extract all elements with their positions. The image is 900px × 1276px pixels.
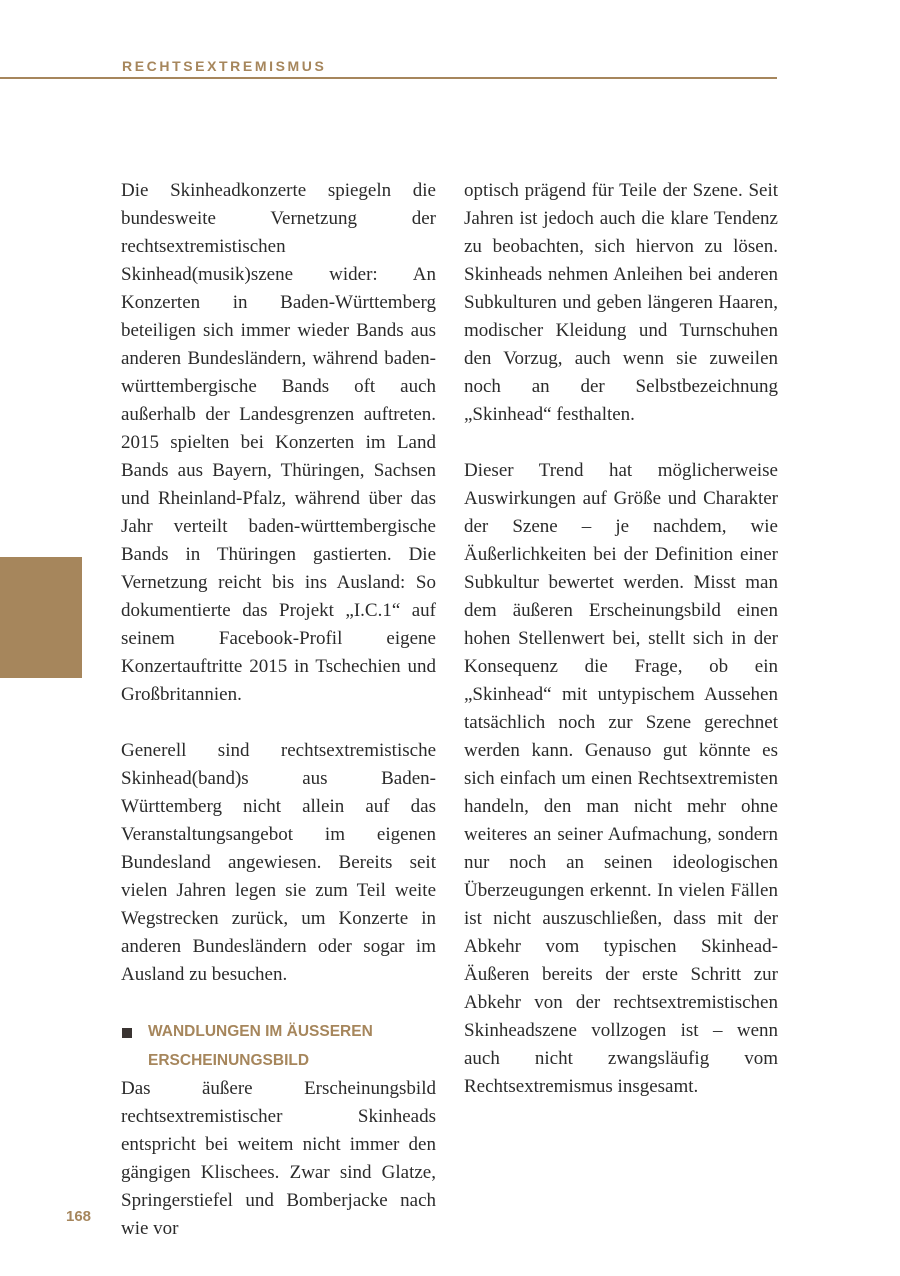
body-paragraph: Das äußere Erscheinungsbild rechtsextremistischer Skinheads entspricht bei weitem nicht immer den gängigen Klischees. Zwar sind Glatze, Springerstiefel und Bomberjacke nach wie vor <box>121 1078 436 1239</box>
body-paragraph: optisch prägend für Teile der Szene. Seit Jahren ist jedoch auch die klare Tendenz zu beobachten, sich hiervon zu lösen. Skinheads nehmen Anleihen bei anderen Subkulturen und geben längeren Haaren, modischer Kleidung und Turnschuhen den Vorzug, auch wenn sie zuweilen noch an der Selbstbezeichnung „Skinhead“ festhalten. <box>464 180 778 425</box>
body-paragraph: Die Skinheadkonzerte spiegeln die bundesweite Vernetzung der rechtsextremistischen Skinhead(musik)szene wider: An Konzerten in Baden-Württemberg beteiligen sich immer wieder Bands aus anderen Bundesländern, während baden-württembergische Bands oft auch außerhalb der Landesgrenzen auftreten. 2015 spielten bei Konzerten im Land Bands aus Bayern, Thüringen, Sachsen und Rheinland-Pfalz, während über das Jahr verteilt baden-württembergische Bands in Thüringen gastierten. Die Vernetzung reicht bis ins Ausland: So dokumentierte das Projekt „I.C.1“ auf seinem Facebook-Profil eigene Konzertauftritte 2015 in Tschechien und Großbritannien. <box>121 180 436 705</box>
body-paragraph: Dieser Trend hat möglicherweise Auswirkungen auf Größe und Charakter der Szene – je nachdem, wie Äußerlichkeiten bei der Definition einer Subkultur bewertet werden. Misst man dem äußeren Erscheinungsbild einen hohen Stellenwert bei, stellt sich in der Konsequenz die Frage, ob ein „Skinhead“ mit untypischem Aussehen tatsächlich noch zur Szene gerechnet werden kann. Genauso gut könnte es sich einfach um einen Rechtsextremisten handeln, den man nicht mehr ohne weiteres an seiner Aufmachung, sondern nur noch an seinen ideologischen Überzeugungen erkennt. In vielen Fällen ist nicht auszuschließen, dass mit der Abkehr vom typischen Skinhead-Äußeren bereits der erste Schritt zur Abkehr von der rechtsextremistischen Skinheadszene vollzogen ist – wenn auch nicht zwangsläufig vom Rechtsextremismus insgesamt. <box>464 460 778 1097</box>
square-bullet-icon <box>122 1028 132 1038</box>
chapter-side-tab <box>0 557 82 678</box>
page-number: 168 <box>66 1208 92 1225</box>
section-subheading <box>121 1017 436 1075</box>
body-paragraph: Generell sind rechtsextremistische Skinhead(band)s aus Baden-Württemberg nicht allein auf das Veranstaltungsangebot im eigenen Bundesland angewiesen. Bereits seit vielen Jahren legen sie zum Teil weite Wegstrecken zurück, um Konzerte in anderen Bundesländern oder sogar im Ausland zu besuchen. <box>121 740 436 985</box>
left-text-column <box>121 177 436 1243</box>
header-rule <box>0 77 777 79</box>
right-text-column <box>464 177 778 1129</box>
running-head-title: RECHTSEXTREMISMUS <box>122 58 327 74</box>
section-subheading-text: WANDLUNGEN IM ÄUSSEREN ERSCHEINUNGSBILD <box>148 1023 373 1069</box>
